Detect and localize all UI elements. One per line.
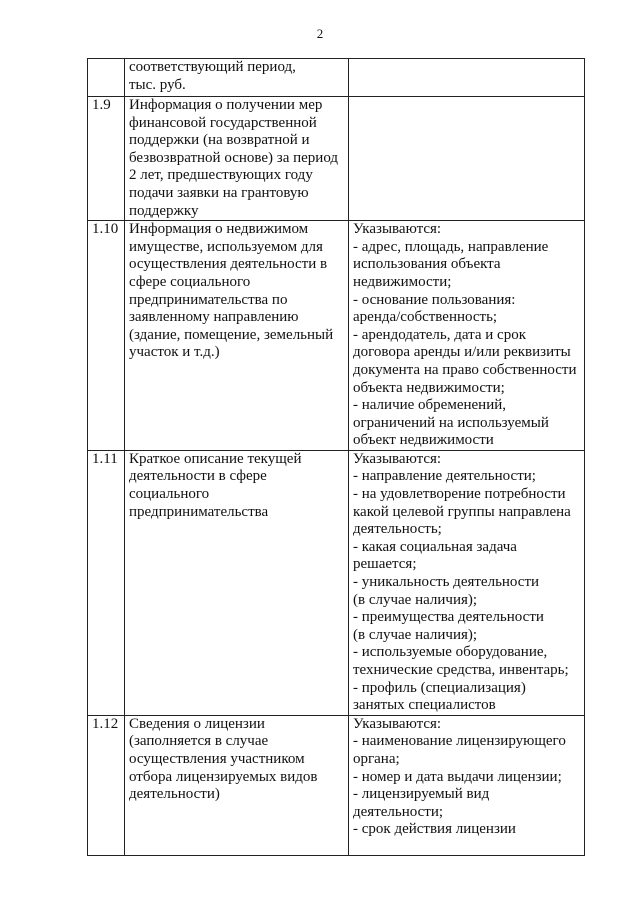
text-line: Указываются: [353,715,442,732]
item-description [125,97,349,221]
text-line: предпринимательства по [129,291,288,308]
item-requirements [349,450,585,715]
text-line: подачи заявки на грантовую [129,184,309,201]
text-line: соответствующий период, [129,59,296,75]
item-number: 1.9 [88,97,125,221]
text-line: деятельности в сфере [129,468,267,485]
text-line: (в случае наличия); [353,591,478,608]
text-line: - основание пользования: [353,291,516,308]
text-line: поддержку [129,202,199,219]
text-line: - лицензируемый вид [353,786,490,803]
text-line: (заполняется в случае [129,733,269,750]
text-line: финансовой государственной [129,114,317,131]
text-line: предпринимательства [129,503,269,520]
text-line: (здание, помещение, земельный [129,326,334,343]
text-line: - номер и дата выдачи лицензии; [353,768,562,785]
text-line: объект недвижимости [353,432,494,449]
text-line: Информация о получении мер [129,97,323,113]
table-row [88,450,585,715]
text-line: осуществления деятельности в [129,256,328,273]
item-requirements [349,97,585,221]
item-description [125,221,349,451]
text-line: - на удовлетворение потребности [353,486,566,503]
text-line: поддержки (на возвратной и [129,132,310,149]
text-line: социального [129,486,210,503]
text-line: Указываются: [353,221,442,238]
text-line: деятельности; [353,803,444,820]
text-line: - адрес, площадь, направление [353,238,549,255]
table-row [88,221,585,451]
text-line: (в случае наличия); [353,626,478,643]
item-number: 1.11 [88,450,125,715]
text-line: - преимущества деятельности [353,609,544,626]
text-line: деятельность; [353,521,442,538]
text-line: осуществления участником [129,750,305,767]
table-body [88,59,585,856]
text-line: Краткое описание текущей [129,450,302,467]
item-description [125,450,349,715]
text-line: - какая социальная задача [353,538,517,555]
item-number: 1.10 [88,221,125,451]
text-line: аренда/собственность; [353,309,498,326]
text-line: Указываются: [353,450,442,467]
text-line: документа на право собственности [353,361,577,378]
page-number: 2 [316,26,324,41]
text-line: безвозвратной основе) за период [129,149,339,166]
text-line: какой целевой группы направлена [353,503,571,520]
text-line: отбора лицензируемых видов [129,768,318,785]
text-line: органа; [353,750,400,767]
table-row [88,97,585,221]
item-description [125,59,349,97]
text-line: сфере социального [129,273,251,290]
text-line: - арендодатель, дата и срок [353,326,526,343]
text-line: деятельности) [129,786,220,803]
text-line: объекта недвижимости; [353,379,505,396]
text-line: ограничений на используемый [353,414,549,431]
item-description [125,715,349,855]
text-line: технические средства, инвентарь; [353,662,569,678]
table-row [88,59,585,97]
text-line: - срок действия лицензии [353,821,516,838]
text-line: Сведения о лицензии [129,715,265,732]
item-requirements [349,59,585,97]
requirements-table [87,58,585,856]
text-line: - уникальность деятельности [353,574,540,591]
item-number: 1.12 [88,715,125,855]
text-line: договора аренды и/или реквизиты [353,344,571,361]
item-requirements [349,221,585,451]
text-line: - наличие обременений, [353,397,507,414]
table-row [88,715,585,855]
text-line: использования объекта [353,256,501,273]
text-line: - профиль (специализация) [353,679,526,696]
text-line: - направление деятельности; [353,468,536,485]
text-line: Информация о недвижимом [129,221,309,238]
text-line: решается; [353,556,417,573]
text-line: недвижимости; [353,273,452,290]
text-line: - наименование лицензирующего [353,733,566,750]
item-number [88,59,125,97]
text-line: - используемые оборудование, [353,644,548,661]
text-line: занятых специалистов [353,697,496,714]
text-line: тыс. руб. [129,76,186,93]
text-line: имуществе, используемом для [129,238,323,255]
item-requirements [349,715,585,855]
text-line: участок и т.д.) [129,344,220,361]
text-line: 2 лет, предшествующих году [129,167,313,184]
text-line: заявленному направлению [129,309,299,326]
